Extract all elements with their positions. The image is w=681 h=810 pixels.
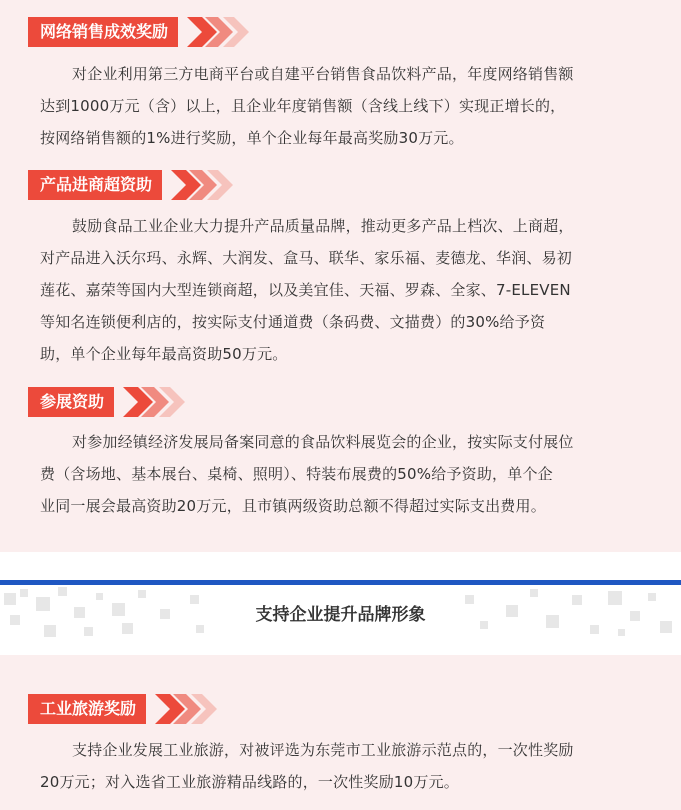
section-tag-label: 工业旅游奖励 [28, 694, 146, 724]
section-tag-label: 产品进商超资助 [28, 170, 162, 200]
section-heading: 支持企业提升品牌形象 [255, 605, 426, 625]
chevron-arrows-icon [155, 694, 235, 724]
chevron-arrows-icon [171, 170, 251, 200]
section-tag-label: 参展资助 [28, 387, 114, 417]
chevron-arrows-icon [187, 17, 267, 47]
section-tag-label: 网络销售成效奖励 [28, 17, 178, 47]
section-paragraph: 对参加经镇经济发展局备案同意的食品饮料展览会的企业，按实际支付展位 费（含场地、基本展台、桌椅、照明）、特装布展费的50%给予资助，单个企 业同一展会最高资助20万元，且市镇两级资助总额不得超过实际支出费用。 [40, 433, 574, 515]
section-paragraph: 对企业利用第三方电商平台或自建平台销售食品饮料产品，年度网络销售额 达到1000万元（含）以上，且企业年度销售额（含线上线下）实现正增长的， 按网络销售额的1%进行奖励，单个企业每年最高奖励30万元。 [40, 65, 574, 147]
chevron-arrows-icon [123, 387, 203, 417]
section-paragraph: 支持企业发展工业旅游，对被评选为东莞市工业旅游示范点的，一次性奖励 20万元；对入选省工业旅游精品线路的，一次性奖励10万元。 [40, 741, 574, 791]
section-paragraph: 鼓励食品工业企业大力提升产品质量品牌，推动更多产品上档次、上商超， 对产品进入沃尔玛、永辉、大润发、盒马、联华、家乐福、麦德龙、华润、易初 莲花、嘉荣等国内大型连锁商超，以及美宜佳、天福、罗森、全家、7-ELEVEN 等知名连锁便利店的，按实际支付通道费（条码费、文描费）的30%给予资 助，单个企业每年最高资助50万元。 [40, 217, 574, 363]
